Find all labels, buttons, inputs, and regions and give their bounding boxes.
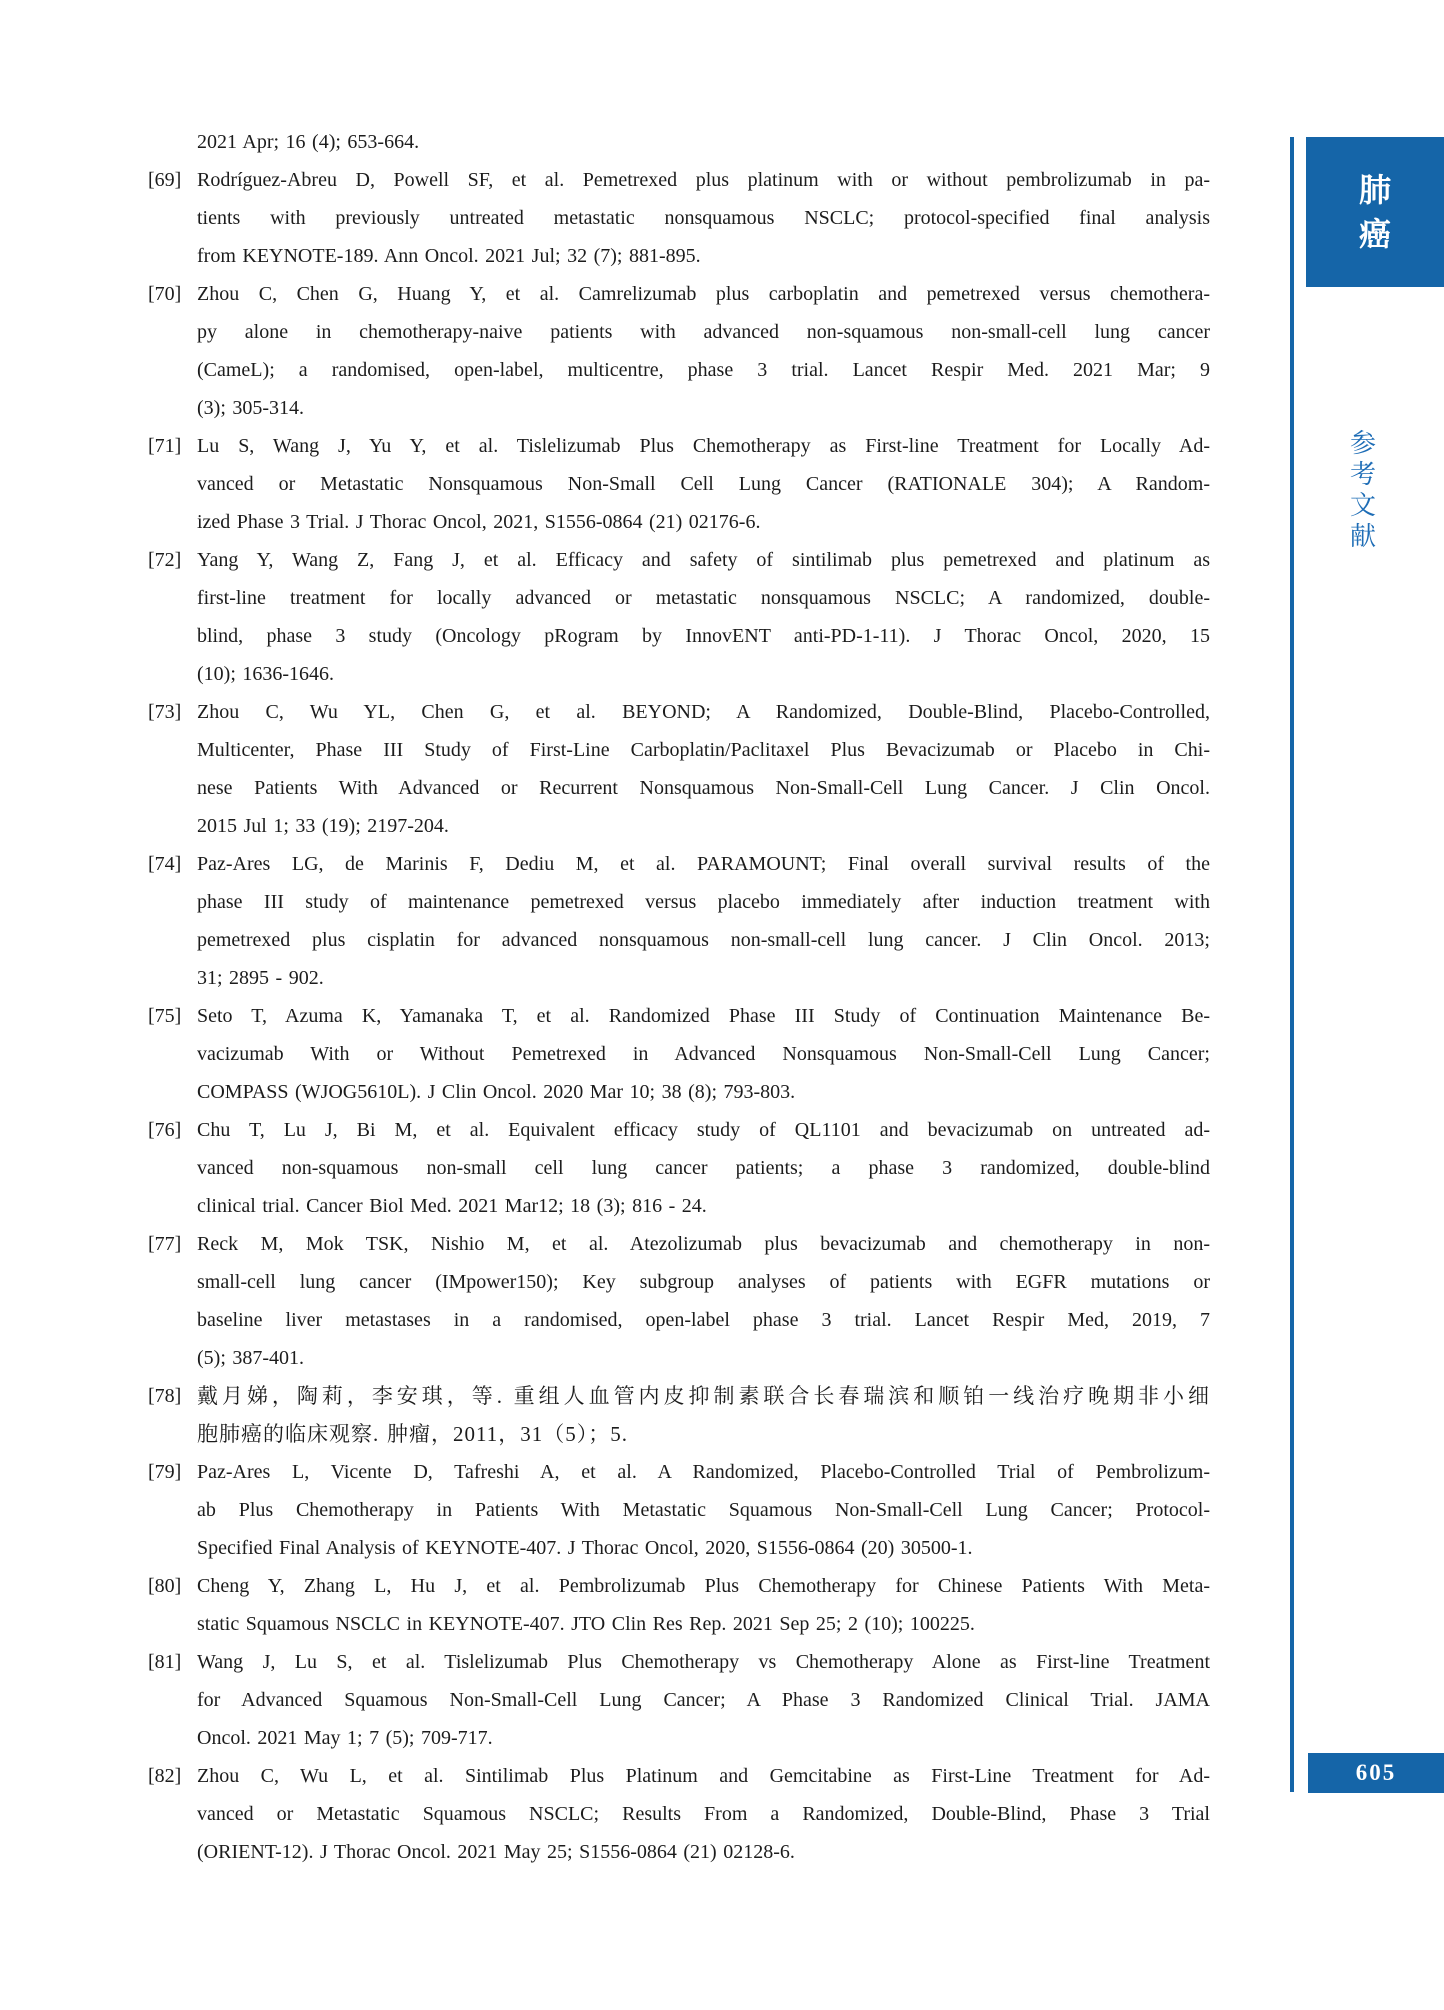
- reference-line: vanced or Metastatic Nonsquamous Non-Small Cell Lung Cancer (RATIONALE 304); A Random-: [197, 473, 1210, 495]
- reference-line: Rodríguez-Abreu D, Powell SF, et al. Pemetrexed plus platinum with or without pembrolizumab in pa-: [197, 169, 1210, 191]
- section-title-label: [1334, 428, 1392, 552]
- reference-item: [148, 1225, 1210, 1377]
- vertical-char: 考: [1349, 460, 1376, 489]
- reference-line: small-cell lung cancer (IMpower150); Key subgroup analyses of patients with EGFR mutations or: [197, 1271, 1210, 1293]
- reference-line: from KEYNOTE-189. Ann Oncol. 2021 Jul; 32 (7); 881-895.: [197, 245, 701, 267]
- reference-item: [148, 997, 1210, 1111]
- reference-line: first-line treatment for locally advanced or metastatic nonsquamous NSCLC; A randomized, double-: [197, 587, 1210, 609]
- reference-line: Paz-Ares L, Vicente D, Tafreshi A, et al. A Randomized, Placebo-Controlled Trial of Pembrolizum-: [197, 1461, 1210, 1483]
- chapter-tab-label: [1359, 168, 1391, 256]
- reference-line: Multicenter, Phase III Study of First-Line Carboplatin/Paclitaxel Plus Bevacizumab or Placebo in Chi-: [197, 739, 1210, 761]
- reference-line: Specified Final Analysis of KEYNOTE-407. J Thorac Oncol, 2020, S1556-0864 (20) 30500-1.: [197, 1537, 973, 1559]
- reference-label: [72]: [148, 549, 182, 571]
- reference-line: Zhou C, Wu YL, Chen G, et al. BEYOND; A Randomized, Double-Blind, Placebo-Controlled,: [197, 701, 1210, 723]
- vertical-char: 癌: [1358, 216, 1391, 252]
- reference-line: COMPASS (WJOG5610L). J Clin Oncol. 2020 Mar 10; 38 (8); 793-803.: [197, 1081, 796, 1103]
- reference-line: Zhou C, Wu L, et al. Sintilimab Plus Platinum and Gemcitabine as First-Line Treatment for Ad-: [197, 1765, 1210, 1787]
- reference-line: ized Phase 3 Trial. J Thorac Oncol, 2021, S1556-0864 (21) 02176-6.: [197, 511, 761, 533]
- reference-label: [78]: [148, 1385, 182, 1407]
- reference-line: vacizumab With or Without Pemetrexed in Advanced Nonsquamous Non-Small-Cell Lung Cancer;: [197, 1043, 1210, 1065]
- reference-list: [148, 123, 1210, 1871]
- reference-label: [69]: [148, 169, 182, 191]
- reference-line: Yang Y, Wang Z, Fang J, et al. Efficacy and safety of sintilimab plus pemetrexed and platinum as: [197, 549, 1210, 571]
- reference-label: [80]: [148, 1575, 182, 1597]
- reference-line: Chu T, Lu J, Bi M, et al. Equivalent efficacy study of QL1101 and bevacizumab on untreated ad-: [197, 1119, 1210, 1141]
- reference-line: Zhou C, Chen G, Huang Y, et al. Camrelizumab plus carboplatin and pemetrexed versus chemothera-: [197, 283, 1210, 305]
- reference-item: [148, 1567, 1210, 1643]
- reference-line: Cheng Y, Zhang L, Hu J, et al. Pembrolizumab Plus Chemotherapy for Chinese Patients With Meta-: [197, 1575, 1210, 1597]
- reference-label: [74]: [148, 853, 182, 875]
- reference-item: [148, 1643, 1210, 1757]
- reference-line: (3); 305-314.: [197, 397, 305, 419]
- page-number: 605: [1355, 1760, 1397, 1785]
- reference-item: [148, 1377, 1210, 1453]
- reference-line: baseline liver metastases in a randomised, open-label phase 3 trial. Lancet Respir Med, 2019, 7: [197, 1309, 1210, 1331]
- reference-line: 2015 Jul 1; 33 (19); 2197-204.: [197, 815, 449, 837]
- vertical-char: 献: [1349, 522, 1376, 551]
- sidebar-rule: [1290, 137, 1294, 1792]
- reference-line: 胞肺癌的临床观察. 肿瘤，2011，31（5）；5.: [197, 1422, 628, 1446]
- reference-line: phase III study of maintenance pemetrexed versus placebo immediately after induction treatment with: [197, 891, 1210, 913]
- reference-item: [148, 1111, 1210, 1225]
- reference-label: [71]: [148, 435, 182, 457]
- reference-label: [77]: [148, 1233, 182, 1255]
- reference-line: (ORIENT-12). J Thorac Oncol. 2021 May 25; S1556-0864 (21) 02128-6.: [197, 1841, 795, 1863]
- section-title-vertical: [1334, 428, 1392, 552]
- vertical-char: 肺: [1358, 172, 1391, 208]
- reference-line: pemetrexed plus cisplatin for advanced nonsquamous non-small-cell lung cancer. J Clin Oncol. 2013;: [197, 929, 1210, 951]
- reference-line: Lu S, Wang J, Yu Y, et al. Tislelizumab Plus Chemotherapy as First-line Treatment for Locally Ad-: [197, 435, 1210, 457]
- reference-line: static Squamous NSCLC in KEYNOTE-407. JTO Clin Res Rep. 2021 Sep 25; 2 (10); 100225.: [197, 1613, 975, 1635]
- reference-line: (CameL); a randomised, open-label, multicentre, phase 3 trial. Lancet Respir Med. 2021 Mar; 9: [197, 359, 1210, 381]
- reference-line: clinical trial. Cancer Biol Med. 2021 Mar12; 18 (3); 816 - 24.: [197, 1195, 707, 1217]
- reference-line: Wang J, Lu S, et al. Tislelizumab Plus Chemotherapy vs Chemotherapy Alone as First-line Treatment: [197, 1651, 1210, 1673]
- reference-line: (10); 1636-1646.: [197, 663, 335, 685]
- vertical-char: 文: [1349, 491, 1376, 520]
- reference-label: [73]: [148, 701, 182, 723]
- reference-line: 戴月娣，陶莉，李安琪，等. 重组人血管内皮抑制素联合长春瑞滨和顺铂一线治疗晚期非小细: [197, 1384, 1210, 1408]
- page-number-badge: [1308, 1753, 1444, 1793]
- reference-line: py alone in chemotherapy-naive patients with advanced non-squamous non-small-cell lung cancer: [197, 321, 1210, 343]
- reference-label: [82]: [148, 1765, 182, 1787]
- reference-line: nese Patients With Advanced or Recurrent Nonsquamous Non-Small-Cell Lung Cancer. J Clin Oncol.: [197, 777, 1210, 799]
- chapter-tab: [1306, 137, 1444, 287]
- reference-line: Oncol. 2021 May 1; 7 (5); 709-717.: [197, 1727, 493, 1749]
- reference-line: ab Plus Chemotherapy in Patients With Metastatic Squamous Non-Small-Cell Lung Cancer; Protocol-: [197, 1499, 1210, 1521]
- reference-label: [81]: [148, 1651, 182, 1673]
- reference-line: tients with previously untreated metastatic nonsquamous NSCLC; protocol-specified final analysis: [197, 207, 1210, 229]
- reference-line: 2021 Apr; 16 (4); 653-664.: [197, 131, 420, 153]
- reference-line: 31; 2895 - 902.: [197, 967, 324, 989]
- reference-line: Paz-Ares LG, de Marinis F, Dediu M, et al. PARAMOUNT; Final overall survival results of the: [197, 853, 1210, 875]
- reference-line: vanced or Metastatic Squamous NSCLC; Results From a Randomized, Double-Blind, Phase 3 Trial: [197, 1803, 1210, 1825]
- reference-label: [79]: [148, 1461, 182, 1483]
- reference-item: [148, 123, 1210, 161]
- reference-item: [148, 845, 1210, 997]
- reference-item: [148, 275, 1210, 427]
- reference-item: [148, 1453, 1210, 1567]
- reference-label: [76]: [148, 1119, 182, 1141]
- reference-item: [148, 161, 1210, 275]
- reference-line: (5); 387-401.: [197, 1347, 305, 1369]
- reference-item: [148, 693, 1210, 845]
- vertical-char: 参: [1349, 429, 1376, 458]
- reference-item: [148, 427, 1210, 541]
- reference-item: [148, 1757, 1210, 1871]
- reference-label: [70]: [148, 283, 182, 305]
- reference-item: [148, 541, 1210, 693]
- reference-line: blind, phase 3 study (Oncology pRogram by InnovENT anti-PD-1-11). J Thorac Oncol, 2020, 15: [197, 625, 1210, 647]
- reference-line: for Advanced Squamous Non-Small-Cell Lung Cancer; A Phase 3 Randomized Clinical Trial. JAMA: [197, 1689, 1210, 1711]
- reference-line: Reck M, Mok TSK, Nishio M, et al. Atezolizumab plus bevacizumab and chemotherapy in non-: [197, 1233, 1210, 1255]
- reference-label: [75]: [148, 1005, 182, 1027]
- reference-line: vanced non-squamous non-small cell lung cancer patients; a phase 3 randomized, double-blind: [197, 1157, 1210, 1179]
- reference-line: Seto T, Azuma K, Yamanaka T, et al. Randomized Phase III Study of Continuation Maintenance Be-: [197, 1005, 1210, 1027]
